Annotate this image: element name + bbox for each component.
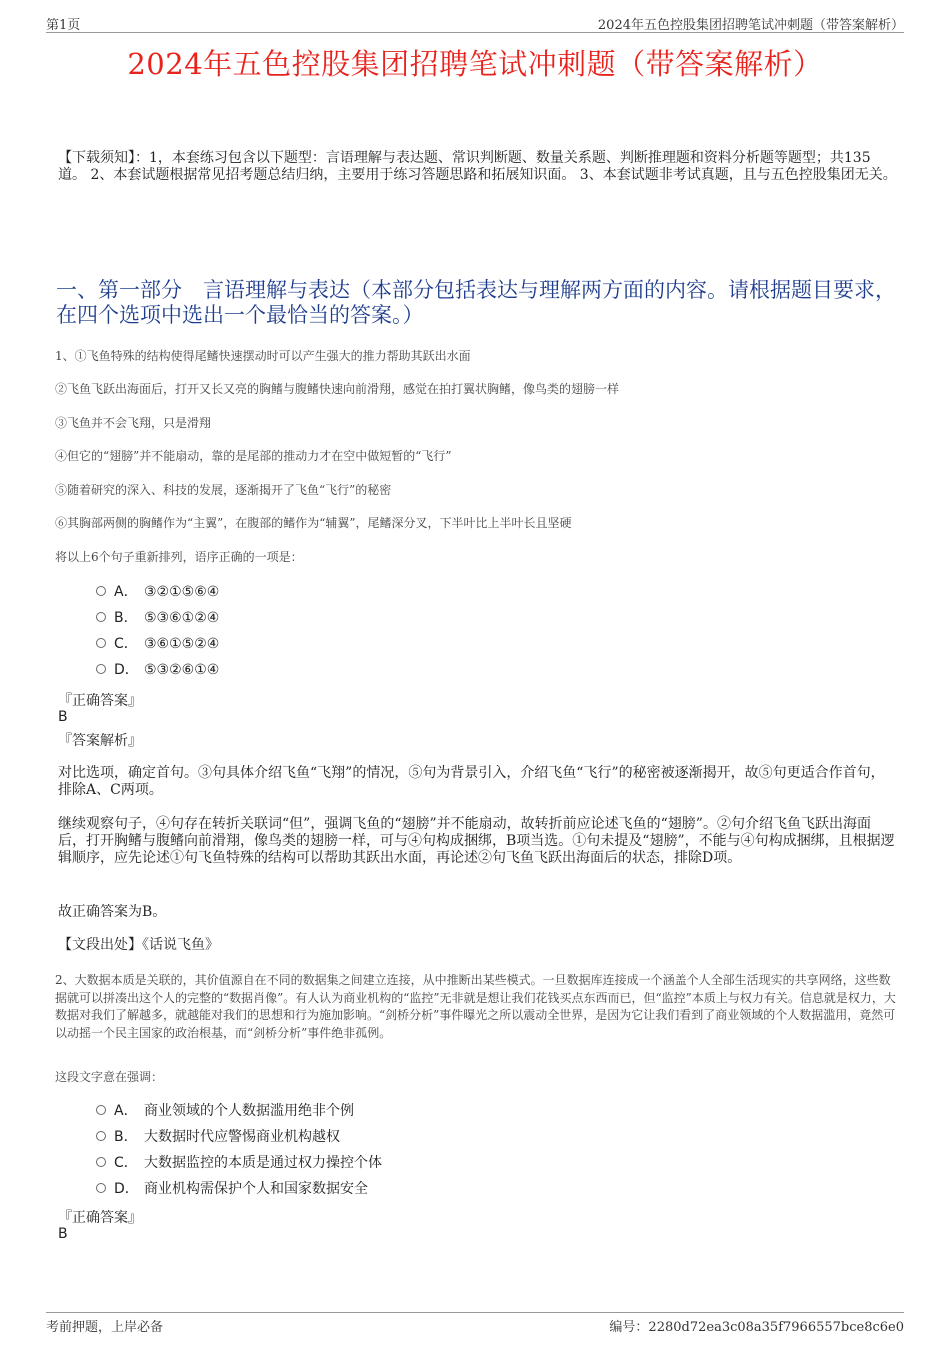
page-header [46,12,904,33]
q1-option-c[interactable]: C． ③⑥①⑤②④ [96,634,219,654]
document-title: 2024年五色控股集团招聘笔试冲刺题（带答案解析） [127,47,823,81]
radio-icon[interactable] [96,638,106,648]
q1-line-5: ⑤随着研究的深入、科技的发展，逐渐揭开了飞鱼“飞行”的秘密 [55,483,392,497]
q1-answer: B [58,709,68,725]
q1-analysis-para-2: 继续观察句子，④句存在转折关联词“但”，强调飞鱼的“翅膀”并不能扇动，故转折前应论述飞鱼的“翅膀”。②句介绍飞鱼飞跃出海面后，打开胸鳍与腹鳍向前滑翔，像鸟类的翅膀一样，可与④句构成捆绑，B项当选。①句未提及“翅膀”，不能与④句构成捆绑，且根据逻辑顺序，应先论述①句飞鱼特殊的结构可以帮助其跃出水面，再论述②句飞鱼飞跃出海面后的状态，排除D项。 [58,816,895,866]
radio-icon[interactable] [96,1105,106,1115]
q1-prompt: 将以上6个句子重新排列，语序正确的一项是： [55,550,303,564]
q2-option-d[interactable]: D． 商业机构需保护个人和国家数据安全 [96,1179,368,1199]
q2-text: 2、大数据本质是关联的，其价值源自在不同的数据集之间建立连接，从中推断出某些模式。一旦数据库连接成一个涵盖个人全部生活现实的共享网络，这些数据就可以拼凑出这个人的完整的“数据肖像”。有人认为商业机构的“监控”无非就是想让我们花钱买点东西而已，但“监控”本质上与权力有关。信息就是权力，大数据对我们了解越多，就越能对我们的思想和行为施加影响。“剑桥分析”事件曝光之所以震动全世界，是因为它让我们看到了商业领域的个人数据滥用，竟然可以动摇一个民主国家的政治根基，而“剑桥分析”事件绝非孤例。 [55,973,896,1040]
header-doc-title: 2024年五色控股集团招聘笔试冲刺题（带答案解析） [597,18,904,33]
q1-line-4: ④但它的“翅膀”并不能扇动，靠的是尾部的推动力才在空中做短暂的“飞行” [55,449,452,463]
q1-option-a[interactable]: A． ③②①⑤⑥④ [96,582,219,602]
q1-analysis-para-3: 故正确答案为B。 [58,904,167,920]
q1-option-d[interactable]: D． ⑤③②⑥①④ [96,660,219,680]
q1-analysis-para-1: 对比选项，确定首句。③句具体介绍飞鱼“飞翔”的情况，⑤句为背景引入，介绍飞鱼“飞行”的秘密被逐渐揭开，故⑤句更适合作首句，排除A、C两项。 [58,765,885,798]
radio-icon[interactable] [96,664,106,674]
page-footer [46,1312,904,1335]
radio-icon[interactable] [96,612,106,622]
radio-icon[interactable] [96,1157,106,1167]
radio-icon[interactable] [96,1131,106,1141]
q2-option-b[interactable]: B． 大数据时代应警惕商业机构越权 [96,1127,340,1147]
q1-line-2: ②飞鱼飞跃出海面后，打开又长又亮的胸鳍与腹鳍快速向前滑翔，感觉在拍打翼状胸鳍，像鸟类的翅膀一样 [55,382,620,396]
q1-line-3: ③飞鱼并不会飞翔，只是滑翔 [55,416,212,430]
q1-source: 【文段出处】《话说飞鱼》 [58,937,219,953]
q1-answer-label: 『正确答案』 [58,693,142,709]
q1-option-b[interactable]: B． ⑤③⑥①②④ [96,608,219,628]
q2-option-a[interactable]: A． 商业领域的个人数据滥用绝非个例 [96,1101,354,1121]
q2-answer-label: 『正确答案』 [58,1210,142,1226]
q1-line-6: ⑥其胸部两侧的胸鳍作为“主翼”，在腹部的鳍作为“辅翼”，尾鳍深分叉，下半叶比上半叶长且坚硬 [55,516,572,530]
q1-line-1: 1、①飞鱼特殊的结构使得尾鳍快速摆动时可以产生强大的推力帮助其跃出水面 [55,349,471,363]
q1-analysis-label: 『答案解析』 [58,733,142,749]
q2-prompt: 这段文字意在强调： [55,1070,164,1084]
footer-slogan: 考前押题，上岸必备 [46,1320,164,1335]
download-notice: 【下载须知】：1，本套练习包含以下题型：言语理解与表达题、常识判断题、数量关系题、判断推理题和资料分析题等题型；共135道。 2、本套试题根据常见招考题总结归纳，主要用于练习答题思路和拓展知识面。 3、本套试题非考试真题，且与五色控股集团无关。 [58,150,897,183]
section-heading: 一、第一部分 言语理解与表达（本部分包括表达与理解两方面的内容。请根据题目要求，在四个选项中选出一个最恰当的答案。） [56,278,896,327]
q2-option-c[interactable]: C． 大数据监控的本质是通过权力操控个体 [96,1153,382,1173]
radio-icon[interactable] [96,1183,106,1193]
footer-doc-id: 编号：2280d72ea3c08a35f7966557bce8c6e0 [609,1320,904,1335]
q2-answer: B [58,1226,68,1242]
radio-icon[interactable] [96,586,106,596]
page-number: 第1页 [46,18,81,33]
